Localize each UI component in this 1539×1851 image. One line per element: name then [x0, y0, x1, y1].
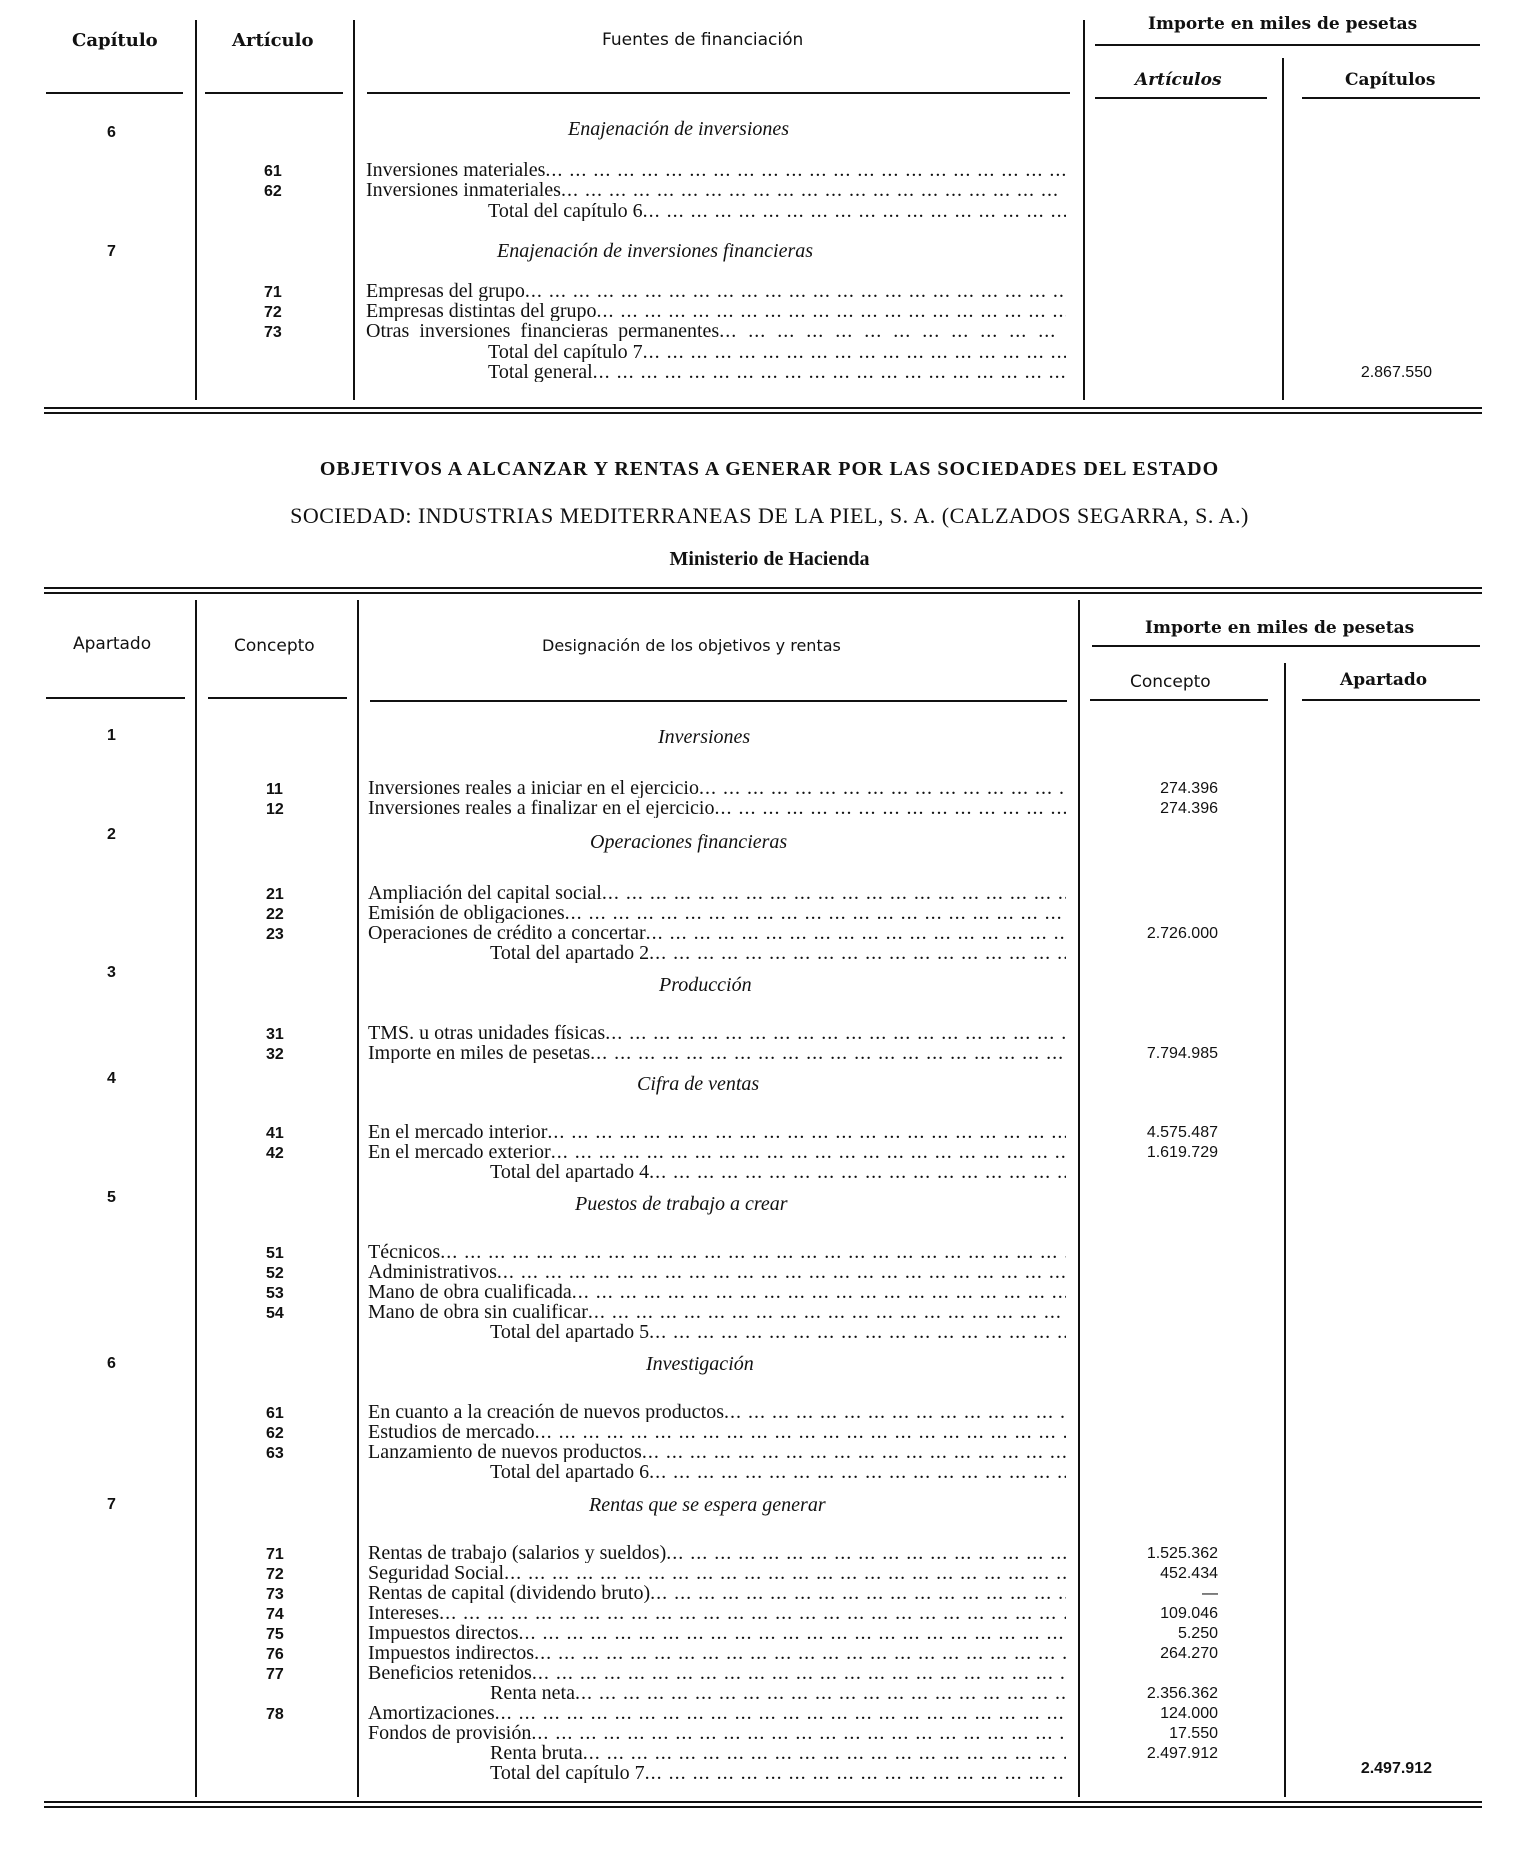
header-concepto-col: Concepto [1130, 672, 1211, 692]
concepto-code: 77 [266, 1666, 284, 1683]
header-articulo: Artículo [232, 30, 314, 51]
concepto-value: 452.434 [1160, 1565, 1218, 1582]
table-row [368, 778, 1066, 798]
row-label: TMS. u otras unidades físicas [368, 1023, 606, 1043]
table-row [368, 1262, 1066, 1282]
concepto-code: 11 [266, 781, 283, 798]
table-row [368, 1422, 1066, 1442]
double-rule [44, 407, 1482, 414]
row-label: Impuestos directos [368, 1623, 519, 1643]
dot-leader [547, 1122, 1066, 1142]
apartado-number: 1 [107, 727, 116, 744]
row-label: Inversiones materiales [366, 160, 546, 180]
table-row [366, 180, 1066, 200]
apartado-number: 4 [107, 1070, 116, 1087]
table-row [368, 1242, 1066, 1262]
table-row [368, 1043, 1066, 1063]
concepto-value: 274.396 [1160, 780, 1218, 797]
section-title: Puestos de trabajo a crear [575, 1193, 788, 1215]
row-label: Rentas de capital (dividendo bruto) [368, 1583, 651, 1603]
section-title: Inversiones [658, 726, 751, 748]
dot-leader [643, 201, 1066, 221]
divider [1282, 58, 1284, 400]
rule [46, 697, 185, 699]
dot-leader [649, 1322, 1066, 1342]
apartado-number: 3 [107, 964, 116, 981]
section-title: Investigación [646, 1353, 754, 1375]
dot-leader [504, 1563, 1066, 1583]
articulo-code: 72 [264, 304, 282, 321]
row-label: Administrativos [368, 1262, 497, 1282]
row-label: Otras inversiones financieras permanentes [366, 321, 720, 341]
dot-leader [439, 1603, 1066, 1623]
divider [353, 20, 355, 400]
row-label: Amortizaciones [368, 1703, 495, 1723]
row-label: Impuestos indirectos [368, 1643, 535, 1663]
concepto-value: 5.250 [1177, 1625, 1218, 1642]
capitulos-value: 2.867.550 [1360, 364, 1432, 381]
dot-leader [593, 362, 1066, 382]
row-label: Renta neta [490, 1683, 575, 1703]
divider [357, 600, 359, 1797]
table-row [368, 1402, 1066, 1422]
row-label: Total del apartado 4 [490, 1162, 650, 1182]
concepto-code: 74 [266, 1606, 284, 1623]
dot-leader [714, 798, 1066, 818]
row-label: Intereses [368, 1603, 440, 1623]
header-importe: Importe en miles de pesetas [1148, 14, 1418, 34]
row-label: Beneficios retenidos [368, 1663, 532, 1683]
section-title: Operaciones financieras [590, 831, 788, 853]
concepto-value: 109.046 [1160, 1605, 1218, 1622]
articulo-code: 73 [264, 324, 282, 341]
row-label: Importe en miles de pesetas [368, 1043, 591, 1063]
concepto-value: 2.497.912 [1146, 1745, 1218, 1762]
rule [370, 700, 1067, 702]
dot-leader [551, 1142, 1066, 1162]
table-row [368, 923, 1066, 943]
concepto-code: 12 [266, 801, 284, 818]
header-capitulo: Capítulo [72, 30, 158, 51]
dot-leader [575, 1683, 1066, 1703]
concepto-value: 4.575.487 [1146, 1124, 1218, 1141]
dot-leader [525, 281, 1066, 301]
header-apartado-col: Apartado [1340, 670, 1428, 690]
dot-leader [649, 1462, 1066, 1482]
dot-leader [642, 1442, 1066, 1462]
table-row [490, 1743, 1066, 1763]
table-row [366, 160, 1066, 180]
table-row [368, 1122, 1066, 1142]
dot-leader [724, 1402, 1066, 1422]
dot-leader [519, 1623, 1066, 1643]
rule [1302, 97, 1480, 99]
concepto-code: 78 [266, 1706, 284, 1723]
row-label: Lanzamiento de nuevos productos [368, 1442, 642, 1462]
table-row [368, 1282, 1066, 1302]
table-row [490, 1322, 1066, 1342]
dot-leader [605, 1023, 1066, 1043]
concepto-code: 23 [266, 926, 284, 943]
table-row [366, 301, 1066, 321]
row-label: Fondos de provisión [368, 1723, 532, 1743]
rule [367, 92, 1070, 94]
concepto-value: 2.726.000 [1146, 925, 1218, 942]
table-row [368, 1023, 1066, 1043]
concepto-value: 7.794.985 [1146, 1045, 1218, 1062]
dot-leader [602, 883, 1066, 903]
dot-leader [649, 1162, 1066, 1182]
row-label: Total del capítulo 7 [490, 1763, 645, 1783]
row-label: Empresas del grupo [366, 281, 525, 301]
concepto-value: 17.550 [1169, 1725, 1218, 1742]
dot-leader [561, 180, 1066, 200]
concepto-code: 31 [266, 1026, 284, 1043]
concepto-code: 51 [266, 1245, 284, 1262]
dot-leader [666, 1543, 1066, 1563]
dot-leader [532, 1663, 1066, 1683]
dot-leader [545, 160, 1066, 180]
table-row [488, 362, 1066, 382]
concepto-code: 61 [266, 1405, 284, 1422]
rule [1092, 645, 1480, 647]
row-label: Técnicos [368, 1242, 441, 1262]
row-label: En cuanto a la creación de nuevos productos [368, 1402, 724, 1422]
dot-leader [495, 1703, 1066, 1723]
dot-leader [597, 301, 1066, 321]
row-label: En el mercado exterior [368, 1142, 551, 1162]
table-row [368, 1583, 1066, 1603]
section-title: Enajenación de inversiones financieras [497, 240, 814, 262]
dot-leader [645, 1763, 1066, 1783]
table-row [490, 1683, 1066, 1703]
divider [1083, 20, 1085, 400]
concepto-code: 32 [266, 1046, 284, 1063]
concepto-code: 22 [266, 906, 284, 923]
header-apartado: Apartado [73, 634, 152, 654]
articulo-code: 61 [264, 163, 282, 180]
row-label: Emisión de obligaciones [368, 903, 565, 923]
apartado-number: 6 [107, 1355, 116, 1372]
concepto-code: 41 [266, 1125, 284, 1142]
table-row [368, 883, 1066, 903]
row-label: Empresas distintas del grupo [366, 301, 597, 321]
table-row [488, 201, 1066, 221]
row-label: Inversiones reales a finalizar en el ejercicio [368, 798, 715, 818]
table-row [368, 1442, 1066, 1462]
header-articulos: Artículos [1135, 70, 1222, 90]
articulo-code: 62 [264, 183, 282, 200]
section-title: Enajenación de inversiones [568, 118, 790, 140]
dot-leader [646, 923, 1066, 943]
row-label: Total del apartado 6 [490, 1462, 650, 1482]
table-row [368, 1603, 1066, 1623]
row-label: Seguridad Social [368, 1563, 505, 1583]
row-label: Mano de obra cualificada [368, 1282, 572, 1302]
row-label: Total del apartado 5 [490, 1322, 650, 1342]
concepto-value: 2.356.362 [1146, 1685, 1218, 1702]
ministry-title: Ministerio de Hacienda [669, 548, 870, 570]
row-label: Total del apartado 2 [490, 943, 650, 963]
row-label: En el mercado interior [368, 1122, 548, 1142]
table-row [368, 1543, 1066, 1563]
articulo-code: 71 [264, 284, 282, 301]
row-label: Estudios de mercado [368, 1422, 535, 1442]
concepto-code: 52 [266, 1265, 284, 1282]
row-label: Inversiones reales a iniciar en el ejercicio [368, 778, 699, 798]
rule [1090, 699, 1268, 701]
table-row [368, 1703, 1066, 1723]
concepto-code: 73 [266, 1586, 284, 1603]
rule [1095, 97, 1267, 99]
concepto-code: 76 [266, 1646, 284, 1663]
row-label: Renta bruta [490, 1743, 583, 1763]
table-row [368, 1302, 1066, 1322]
table-row [368, 903, 1066, 923]
table-row [368, 1563, 1066, 1583]
concepto-code: 75 [266, 1626, 284, 1643]
table-row [366, 321, 1066, 341]
table-row [488, 342, 1066, 362]
header-fuentes: Fuentes de financiación [602, 30, 804, 50]
concepto-code: 72 [266, 1566, 284, 1583]
concepto-value: — [1202, 1585, 1218, 1602]
concepto-value: 264.270 [1160, 1645, 1218, 1662]
apartado-number: 5 [107, 1189, 116, 1206]
table-row [366, 281, 1066, 301]
table-row [368, 1643, 1066, 1663]
capitulo-number: 7 [107, 243, 116, 260]
concepto-value: 124.000 [1160, 1705, 1218, 1722]
header-designacion: Designación de los objetivos y rentas [542, 636, 841, 655]
table-row [490, 1162, 1066, 1182]
dot-leader [572, 1282, 1066, 1302]
rule [208, 697, 347, 699]
company-title: SOCIEDAD: INDUSTRIAS MEDITERRANEAS DE LA PIEL, S. A. (CALZADOS SEGARRA, S. A.) [290, 503, 1249, 528]
dot-leader [643, 342, 1066, 362]
rule [205, 92, 343, 94]
table-row [490, 1763, 1066, 1783]
row-label: Inversiones inmateriales [366, 180, 561, 200]
dot-leader [497, 1262, 1066, 1282]
dot-leader [699, 778, 1066, 798]
page-title: OBJETIVOS A ALCANZAR Y RENTAS A GENERAR POR LAS SOCIEDADES DEL ESTADO [319, 458, 1220, 480]
row-label: Operaciones de crédito a concertar [368, 923, 646, 943]
dot-leader [590, 1043, 1066, 1063]
concepto-value: 1.619.729 [1146, 1144, 1218, 1161]
dot-leader [531, 1723, 1066, 1743]
dot-leader [719, 321, 1066, 341]
table-row [368, 1623, 1066, 1643]
concepto-value: 274.396 [1160, 800, 1218, 817]
concepto-code: 71 [266, 1546, 284, 1563]
row-label: Total del capítulo 7 [488, 342, 643, 362]
row-label: Ampliación del capital social [368, 883, 602, 903]
double-rule [44, 1801, 1482, 1808]
dot-leader [650, 1583, 1066, 1603]
table-row [368, 1723, 1066, 1743]
concepto-value: 1.525.362 [1146, 1545, 1218, 1562]
dot-leader [649, 943, 1066, 963]
table-row [368, 1663, 1066, 1683]
dot-leader [583, 1743, 1066, 1763]
apartado-total-value: 2.497.912 [1360, 1760, 1432, 1777]
rule [1302, 699, 1480, 701]
concepto-code: 63 [266, 1445, 284, 1462]
section-title: Rentas que se espera generar [589, 1494, 826, 1516]
concepto-code: 21 [266, 886, 284, 903]
divider [1078, 600, 1080, 1797]
concepto-code: 62 [266, 1425, 284, 1442]
row-label: Total del capítulo 6 [488, 201, 643, 221]
divider [195, 20, 197, 400]
capitulo-number: 6 [107, 124, 116, 141]
dot-leader [440, 1242, 1066, 1262]
apartado-number: 7 [107, 1496, 116, 1513]
table-row [490, 943, 1066, 963]
row-label: Total general [488, 362, 593, 382]
header-capitulos: Capítulos [1345, 70, 1436, 90]
row-label: Rentas de trabajo (salarios y sueldos) [368, 1543, 667, 1563]
row-label: Mano de obra sin cualificar [368, 1302, 588, 1322]
divider [1284, 663, 1286, 1797]
concepto-code: 42 [266, 1145, 284, 1162]
rule [46, 92, 183, 94]
table-row [368, 1142, 1066, 1162]
dot-leader [534, 1643, 1066, 1663]
concepto-code: 54 [266, 1305, 284, 1322]
concepto-code: 53 [266, 1285, 284, 1302]
section-title: Producción [659, 974, 752, 996]
table-row [368, 798, 1066, 818]
header-importe: Importe en miles de pesetas [1145, 618, 1415, 638]
dot-leader [588, 1302, 1066, 1322]
rule [1095, 44, 1480, 46]
double-rule [44, 587, 1482, 594]
divider [195, 600, 197, 1797]
header-concepto: Concepto [234, 636, 315, 656]
table-row [490, 1462, 1066, 1482]
dot-leader [535, 1422, 1066, 1442]
apartado-number: 2 [107, 826, 116, 843]
dot-leader [565, 903, 1066, 923]
section-title: Cifra de ventas [637, 1073, 760, 1095]
